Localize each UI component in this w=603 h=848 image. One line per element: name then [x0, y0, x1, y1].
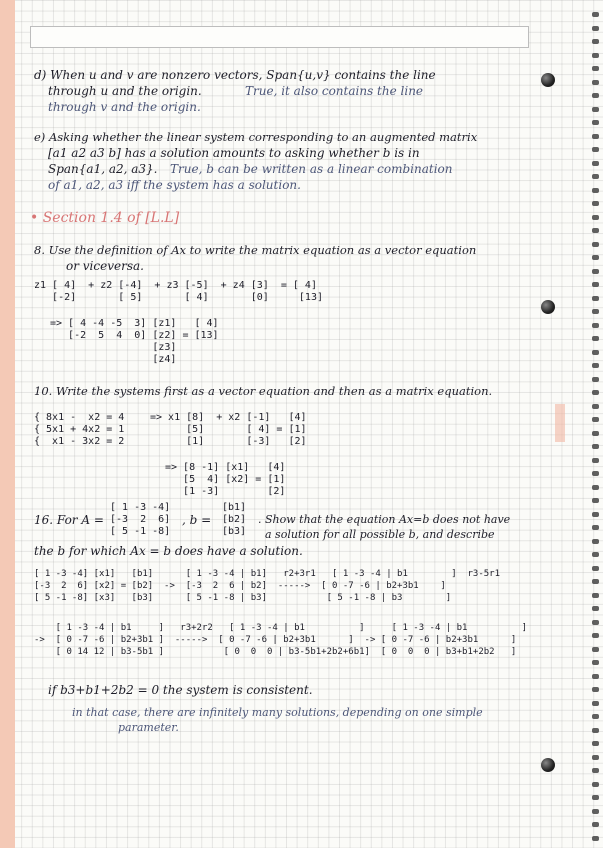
q16-note2: parameter. [118, 721, 179, 734]
binder-hole [592, 647, 599, 652]
binder-hole [592, 836, 599, 841]
binder-hole [592, 606, 599, 611]
q10-vector-equation: => x1 [8] + x2 [-1] [4] [5] [ 4] = [1] [1] [-3] [2] [150, 412, 307, 447]
q16-vector-b: [b1] [b2] [b3] [222, 502, 247, 537]
q16-line2: a solution for all possible b, and describe [265, 528, 495, 541]
binder-hole [592, 188, 599, 193]
binder-hole [592, 296, 599, 301]
part-e-line3: Span{a1, a2, a3}. [48, 162, 158, 176]
binder-hole [592, 701, 599, 706]
binder-hole [592, 363, 599, 368]
section-heading: • Section 1.4 of [L.L] [30, 210, 180, 226]
binder-ring-top [541, 73, 555, 87]
binder-hole [592, 755, 599, 760]
binder-hole [592, 282, 599, 287]
binder-hole [592, 593, 599, 598]
binder-hole [592, 431, 599, 436]
margin-strip [0, 0, 15, 848]
binder-hole [592, 782, 599, 787]
part-e-line1: e) Asking whether the linear system corresponding to an augmented matrix [34, 130, 478, 144]
part-d-answer2: True, it also contains the line [245, 84, 424, 98]
binder-hole [592, 525, 599, 530]
binder-hole [592, 107, 599, 112]
binder-hole [592, 822, 599, 827]
q8-matrix-equation: => [ 4 -4 -5 3] [z1] [ 4] [-2 5 4 0] [z2] = [13] [z3] [z4] [50, 318, 219, 365]
q8-vector-equation: z1 [ 4] + z2 [-4] + z3 [-5] + z4 [3] = [ 4] [-2] [ 5] [ 4] [0] [13] [34, 280, 323, 303]
q16-note1: in that case, there are infinitely many solutions, depending on one simple [72, 706, 483, 719]
binder-hole [592, 741, 599, 746]
binder-ring-middle [541, 300, 555, 314]
binder-hole [592, 174, 599, 179]
binder-hole [592, 161, 599, 166]
binder-hole [592, 512, 599, 517]
binder-hole [592, 444, 599, 449]
part-d-line2: through u and the origin. [48, 84, 202, 98]
binder-hole [592, 26, 599, 31]
page-tab [555, 404, 565, 442]
binder-hole [592, 53, 599, 58]
q10-system: { 8x1 - x2 = 4 { 5x1 + 4x2 = 1 { x1 - 3x2 = 2 [34, 412, 125, 447]
binder-hole [592, 687, 599, 692]
binder-hole [592, 309, 599, 314]
binder-holes [587, 0, 599, 848]
q16-matrix-a: [ 1 -3 -4] [-3 2 6] [ 5 -1 -8] [110, 502, 171, 537]
binder-ring-bottom [541, 758, 555, 772]
binder-hole [592, 795, 599, 800]
binder-hole [592, 768, 599, 773]
binder-hole [592, 539, 599, 544]
binder-hole [592, 269, 599, 274]
part-d-line1: d) When u and v are nonzero vectors, Span{u,v} contains the line [34, 68, 436, 82]
binder-hole [592, 228, 599, 233]
binder-hole [592, 120, 599, 125]
binder-hole [592, 350, 599, 355]
binder-hole [592, 93, 599, 98]
binder-hole [592, 471, 599, 476]
q8-line2: or viceversa. [66, 259, 144, 273]
binder-hole [592, 147, 599, 152]
part-e-answer3: True, b can be written as a linear combination [170, 162, 453, 176]
binder-hole [592, 255, 599, 260]
q16-b-label: , b = [182, 513, 212, 527]
binder-hole [592, 377, 599, 382]
binder-hole [592, 134, 599, 139]
part-e-line2: [a1 a2 a3 b] has a solution amounts to asking whether b is in [48, 146, 420, 160]
binder-hole [592, 215, 599, 220]
binder-hole [592, 498, 599, 503]
binder-hole [592, 323, 599, 328]
q8-line1: 8. Use the definition of Ax to write the matrix equation as a vector equation [34, 243, 477, 257]
part-d-answer3: through v and the origin. [48, 100, 201, 114]
q16-conclusion: if b3+b1+2b2 = 0 the system is consistent. [48, 683, 313, 697]
binder-hole [592, 714, 599, 719]
binder-hole [592, 404, 599, 409]
binder-hole [592, 39, 599, 44]
binder-hole [592, 12, 599, 17]
binder-hole [592, 660, 599, 665]
binder-hole [592, 809, 599, 814]
binder-hole [592, 242, 599, 247]
binder-hole [592, 201, 599, 206]
binder-hole [592, 620, 599, 625]
binder-hole [592, 336, 599, 341]
binder-hole [592, 674, 599, 679]
q10-line1: 10. Write the systems first as a vector equation and then as a matrix equation. [34, 384, 493, 398]
q16-line3: the b for which Ax = b does have a solution. [34, 544, 303, 558]
q16-line1-rest: . Show that the equation Ax=b does not have [258, 513, 511, 526]
binder-hole [592, 417, 599, 422]
binder-hole [592, 552, 599, 557]
binder-hole [592, 728, 599, 733]
q16-row-reduction-2: [ 1 -3 -4 | b1 ] r3+2r2 [ 1 -3 -4 | b1 ] [ 1 -3 -4 | b1 ] -> [ 0 -7 -6 | b2+3b1 ] -----> [ 0 -7 -6 | b2+3b1 ] -> [ 0 -7 -6 | b2+3b1 ] [ 0 14 12 | b3-5b1 ] [ 0 0 0 | b3-5b1+2b2+6b1] [ 0 0 0 | b3+b1+2b2 ] [34, 623, 528, 657]
q16-for-a: 16. For A = [34, 513, 104, 527]
q10-matrix-equation: => [8 -1] [x1] [4] [5 4] [x2] = [1] [1 -3] [2] [165, 462, 286, 497]
binder-hole [592, 66, 599, 71]
q16-row-reduction-1: [ 1 -3 -4] [x1] [b1] [ 1 -3 -4 | b1] r2+3r1 [ 1 -3 -4 | b1 ] r3-5r1 [-3 2 6] [x2] = [b2] -> [-3 2 6 | b2] -----> [ 0 -7 -6 | b2+3b1 ] [ 5 -1 -8] [x3] [b3] [ 5 -1 -8 | b3] [ 5 -1 -8 | b3 ] [34, 569, 500, 603]
part-e-answer4: of a1, a2, a3 iff the system has a solution. [48, 178, 301, 192]
binder-hole [592, 80, 599, 85]
binder-hole [592, 458, 599, 463]
binder-hole [592, 633, 599, 638]
header-box [30, 26, 529, 48]
binder-hole [592, 390, 599, 395]
binder-hole [592, 566, 599, 571]
binder-hole [592, 579, 599, 584]
binder-hole [592, 485, 599, 490]
